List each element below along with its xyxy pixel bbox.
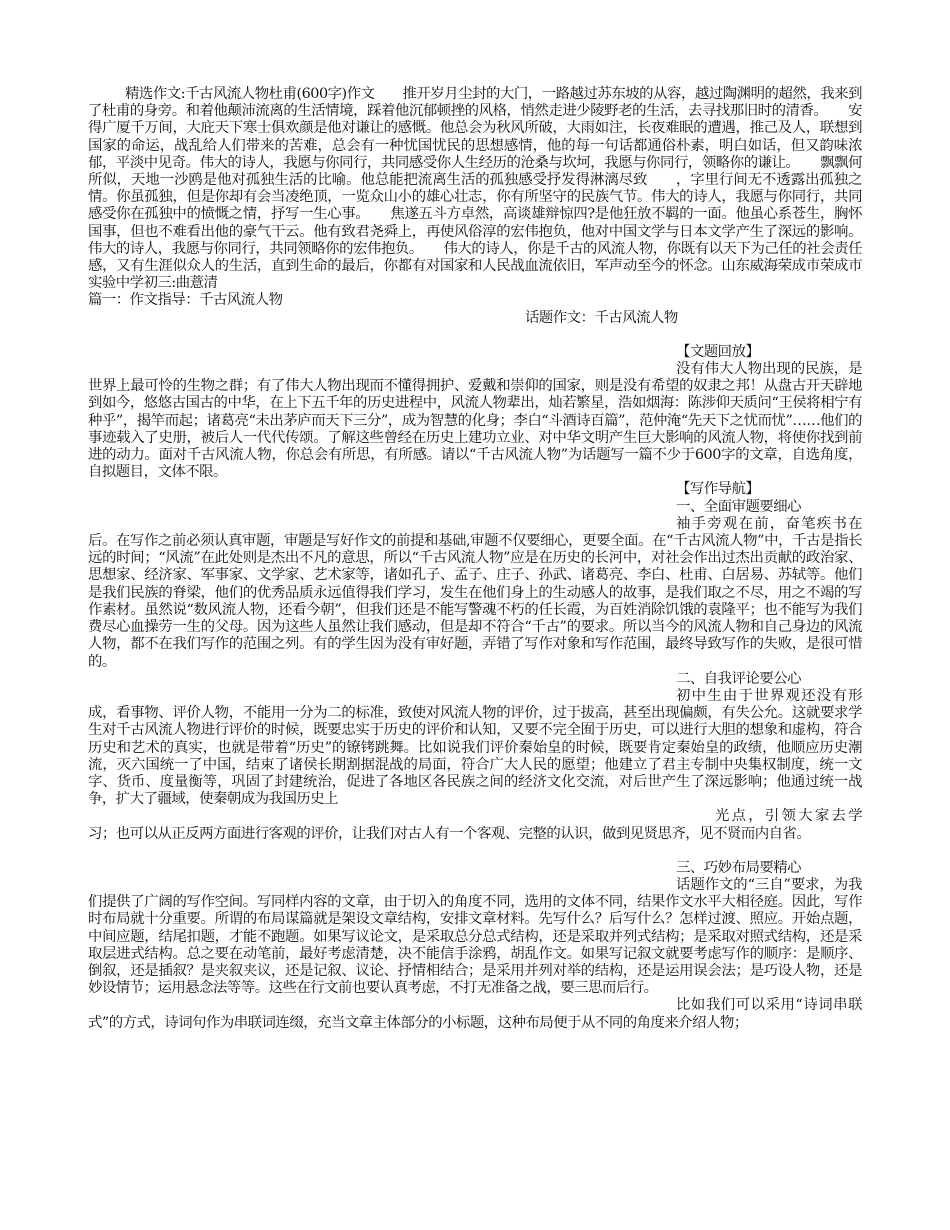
paragraph-4: 比如我们可以采用“诗词串联式”的方式，诗词句作为串联词连缀，充当文章主体部分的小标题，这种布局便于从不同的角度来介绍人物；: [88, 997, 862, 1031]
review-paragraph: 没有伟大人物出现的民族，是世界上最可怜的生物之群；有了伟大人物出现而不懂得拥护、爱戴和崇仰的国家，则是没有希望的奴隶之邦！从盘古开天辟地到如今，悠悠古国古的中华，在上下五千年的历史进程中，风流人物辈出，灿若繁星，浩如烟海：陈涉仰天质问“王侯将相宁有种乎”，揭竿而起；诸葛亮“未出茅庐而天下三分”，成为智慧的化身；李白“斗酒诗百篇”，范仲淹“先天下之忧而忧”……他们的事迹载入了史册，被后人一代代传颂。了解这些曾经在历史上建功立业、对中华文明产生巨大影响的风流人物，将使你找到前进的动力。面对千古风流人物，你总会有所思，有所感。请以“千古风流人物”为话题写一篇不少于600字的文章，自选角度，自拟题目，文体不限。: [88, 361, 862, 481]
heading-1: 一、全面审题要细心: [676, 498, 802, 515]
heading-3: 三、巧妙布局要精心: [676, 859, 802, 876]
heading-2: 二、自我评论要公心: [676, 670, 802, 687]
spacer: [88, 327, 862, 344]
paragraph-3: 话题作文的“三自”要求，为我们提供了广阔的写作空间。写同样内容的文章，由于切入的角度不同，选用的文体不同，结果作文水平大相径庭。因此，写作时布局就十分重要。所谓的布局谋篇就是架设文章结构，安排文章材料。先写什么？后写什么？怎样过渡、照应。开始点题，中间应题，结尾扣题，才能不跑题。如果写议论文，是采取总分总式结构，还是采取并列式结构；是采取对照式结构，还是采取层进式结构。总之要在动笔前，最好考虑清楚，决不能信手涂鸦，胡乱作文。如果写记叙文就要考虑写作的顺序：是顺序、倒叙，还是插叙？是夹叙夹议，还是记叙、议论、抒情相结合；是采用并列对举的结构，还是运用误会法；是巧设人物，还是妙设情节；运用悬念法等等。这些在行文前也要认真考虑，不打无准备之战，要三思而后行。: [88, 876, 862, 997]
heading-review: 【文题回放】: [676, 343, 760, 360]
document-page: [88, 86, 862, 1032]
paragraph-2a: 初中生由于世界观还没有形成，看事物、评价人物，不能用一分为二的标准，致使对风流人物的评价，过于拔高，甚至出现偏颇，有失公允。这就要求学生对千古风流人物进行评价的时候，既要忠实于历史的评价和认知，又要不完全囿于历史，可以进行大胆的想象和虚构，符合历史和艺术的真实，也就是带着“历史”的镣铐跳舞。比如说我们评价秦始皇的时候，既要肯定秦始皇的政绩，他顺应历史潮流，灭六国统一了中国，结束了诸侯长期割据混战的局面，符合广大人民的愿望；他建立了君主专制中央集权制度，统一文字、货币、度量衡等，巩固了封建统治，促进了各地区各民族之间的经济文化交流，对后世产生了深远影响；他通过统一战争，扩大了疆域，使秦朝成为我国历史上: [88, 687, 862, 808]
section-label: 篇一：作文指导：千古风流人物: [88, 292, 283, 309]
paragraph-2b: 光点，引领大家去学习；也可以从正反两方面进行客观的评价，让我们对古人有一个客观、完整的认识，做到见贤思齐，见不贤而内自省。: [88, 808, 862, 842]
topic-title: 话题作文：千古风流人物: [525, 309, 678, 326]
spacer: [88, 843, 862, 860]
intro-essay: 精选作文:千古风流人物杜甫(600字)作文 推开岁月尘封的大门，一路越过苏东坡的从容，越过陶渊明的超然，我来到了杜甫的身旁。和着他颠沛流离的生活情境，踩着他沉郁顿挫的风格，悄然走进少陵野老的生活，去寻找那旧时的清香。 安得广厦千万间，大庇天下寒士俱欢颜是他对谦让的感慨。他总会为秋风所破，大雨如注，长夜难眠的遭遇，推己及人，联想到国家的命运，战乱给人们带来的苦难，总会有一种忧国忧民的思想感情，他的每一句话都通俗朴素，明白如话，但又韵味浓郁，平淡中见奇。伟大的诗人，我愿与你同行，共同感受你人生经历的沧桑与坎坷，我愿与你同行，领略你的谦让。 飘飘何所似，天地一沙鸥是他对孤独生活的比喻。他总能把流离生活的孤独感受抒发得淋漓尽致 ，字里行间无不透露出孤独之情。你虽孤独，但是你却有会当凌绝顶，一览众山小的雄心壮志，你有所坚守的民族气节。伟大的诗人，我愿与你同行，共同感受你在孤独中的愤慨之情，抒写一生心事。 焦遂五斗方卓然，高谈雄辩惊四?是他狂放不羁的一面。他虽心系苍生，胸怀国事，但也不难看出他的豪气干云。他有致君尧舜上，再使风俗淳的宏伟抱负，他对中国文学与日本文学产生了深远的影响。伟大的诗人，我愿与你同行，共同领略你的宏伟抱负。 伟大的诗人，你是千古的风流人物，你既有以天下为己任的社会责任感，又有生涯似众人的生活，直到生命的最后，你都有对国家和人民战血流依旧，军声动至今的怀念。山东威海荣成市荣成市实验中学初三:曲薏清: [88, 86, 862, 292]
paragraph-1: 袖手旁观在前，奋笔疾书在后。在写作之前必须认真审题，审题是写好作文的前提和基础,审题不仅要细心，更要全面。在“千古风流人物”中，千古是指长远的时间；“风流”在此处则是杰出不凡的意思，所以“千古风流人物”应是在历史的长河中，对社会作出过杰出贡献的政治家、思想家、经济家、军事家、文学家、艺术家等，诸如孔子、孟子、庄子、孙武、诸葛亮、李白、杜甫、白居易、苏轼等。他们是我们民族的脊梁，他们的优秀品质永远值得我们学习，发生在他们身上的生动感人的故事，是我们取之不尽，用之不竭的写作素材。虽然说“数风流人物，还看今朝”，但我们还是不能写警魂不朽的任长霞，为百姓消除饥饿的袁隆平；也不能写为我们费尽心血操劳一生的父母。因为这些人虽然让我们感动，但是却不符合“千古”的要求。所以当今的风流人物和自己身边的风流人物，都不在我们写作的范围之列。有的学生因为没有审好题，弄错了写作对象和写作范围，最终导致写作的失败，是很可惜的。: [88, 515, 862, 670]
heading-guide: 【写作导航】: [676, 481, 760, 498]
